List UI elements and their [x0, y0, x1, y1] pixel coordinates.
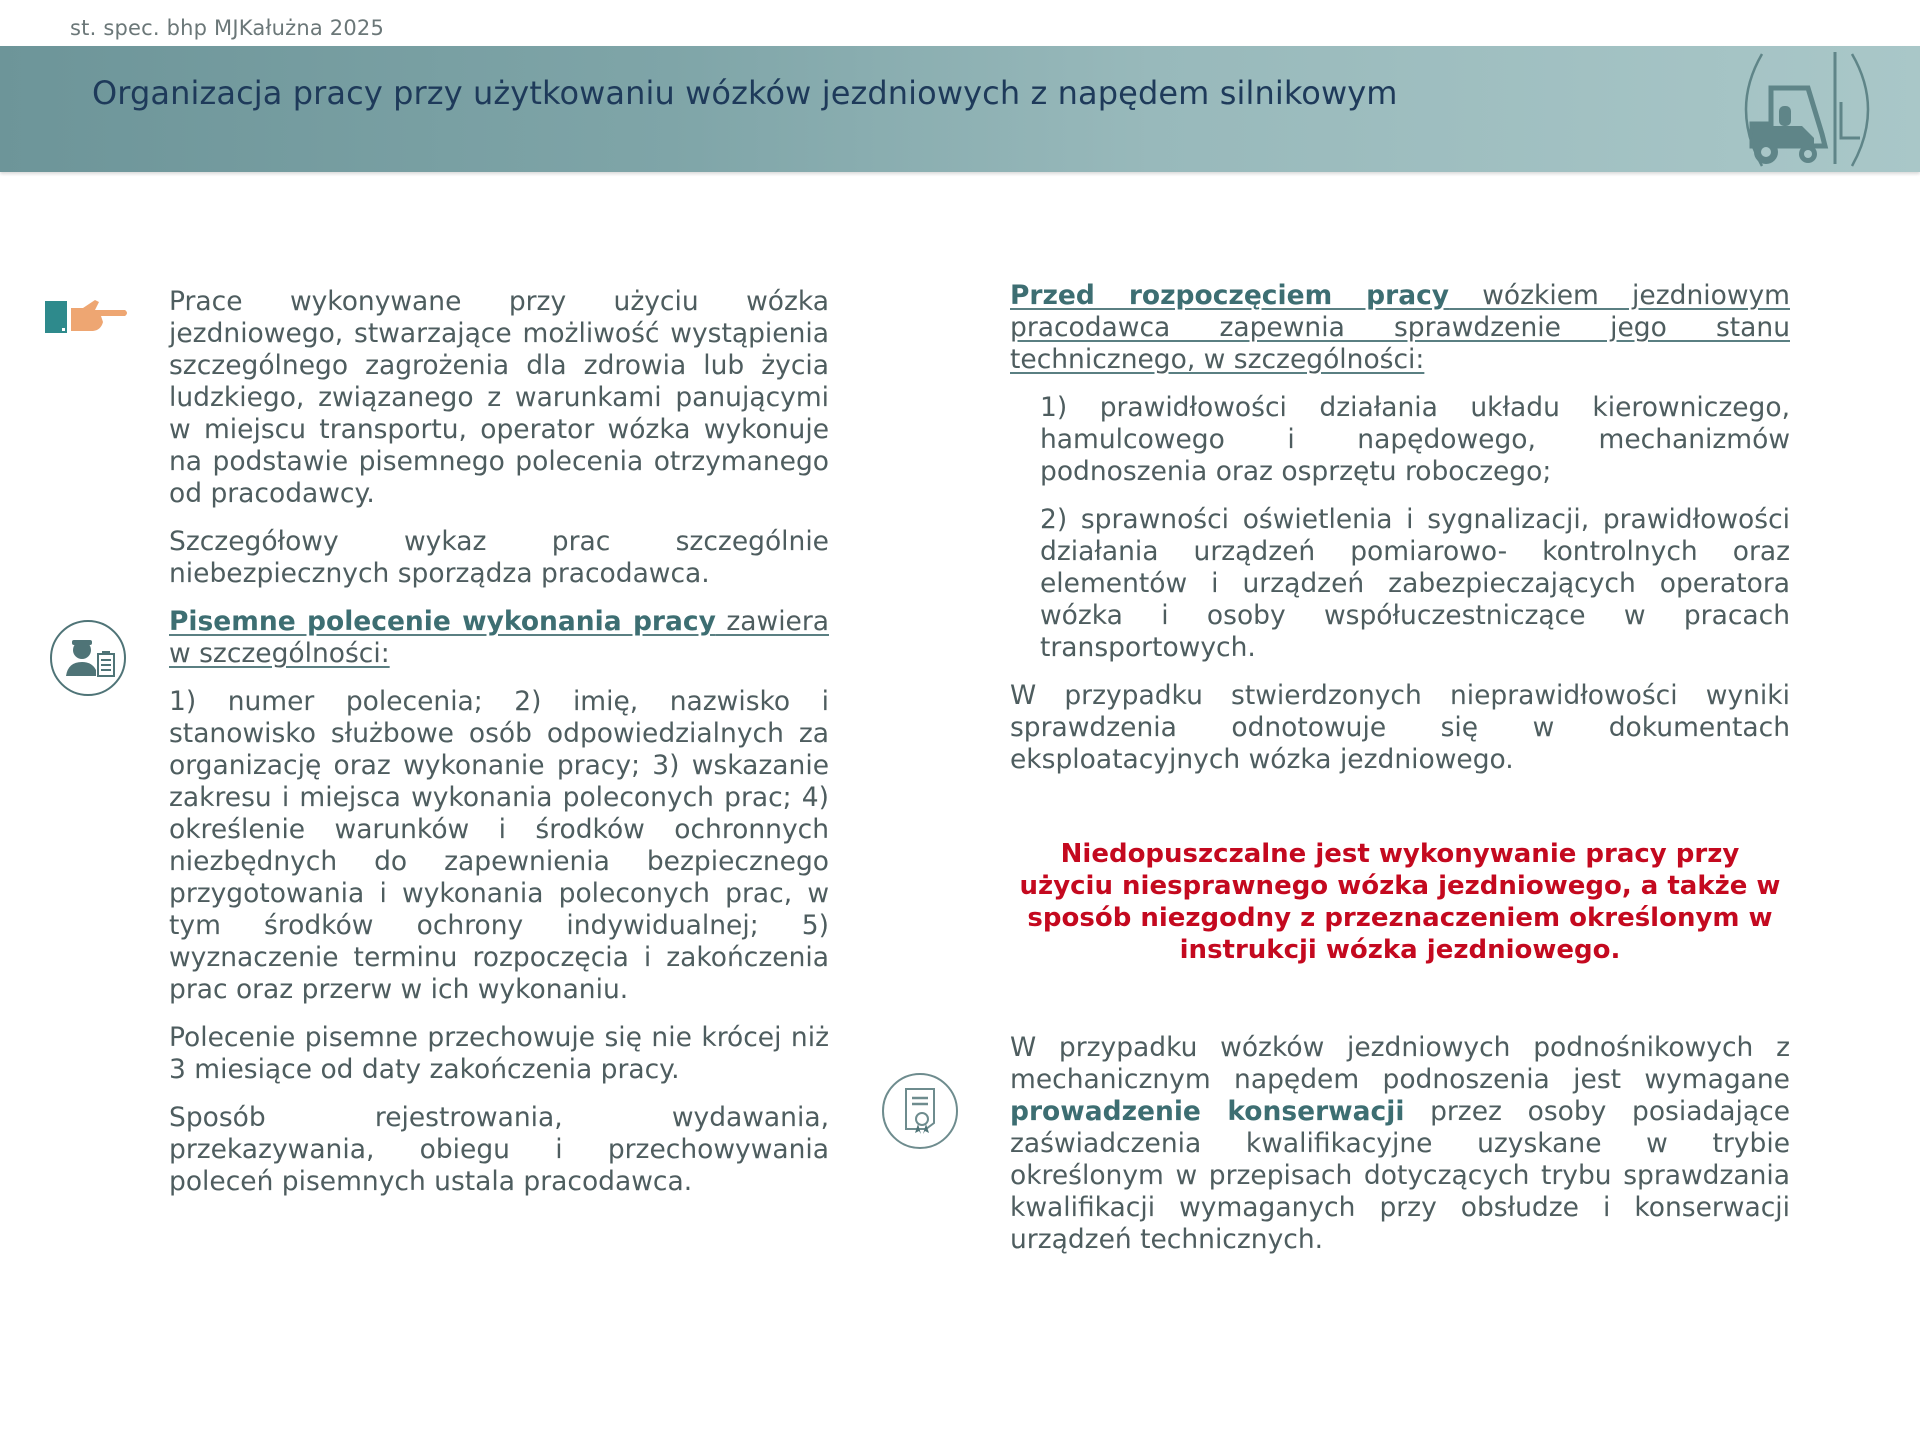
certificate-icon: [880, 1071, 960, 1151]
paragraph-dangerous-works-list: Szczegółowy wykaz prac szczególnie niebezpiecznych sporządza pracodawca.: [169, 526, 829, 589]
order-contents-bold: Pisemne polecenie wykonania pracy: [169, 606, 716, 637]
pointing-hand-icon: [43, 298, 128, 338]
pre-work-bold: Przed rozpoczęciem pracy: [1010, 280, 1450, 311]
paragraph-written-order-requirement: Prace wykonywane przy użyciu wózka jezdniowego, stwarzające możliwość wystąpienia szczególnego zagrożenia dla zdrowia lub życia ludzkiego, związanego z warunkami panującymi w miejscu transportu, operator wózka wykonuje na podstawie pisemnego polecenia otrzymanego od pracodawcy.: [169, 286, 829, 509]
author-note: st. spec. bhp MJKałużna 2025: [70, 16, 385, 40]
warning-text: Niedopuszczalne jest wykonywanie pracy przy użyciu niesprawnego wózka jezdniowego, a także w sposób niezgodny z przeznaczeniem określonym w instrukcji wózka jezdniowego.: [1019, 839, 1781, 965]
paragraph-order-handling: Sposób rejestrowania, wydawania, przekazywania, obiegu i przechowywania poleceń pisemnych ustala pracodawca.: [169, 1102, 829, 1197]
worker-clipboard-icon: [48, 618, 128, 698]
maintenance-bold: prowadzenie konserwacji: [1010, 1096, 1405, 1127]
maintenance-text-1: W przypadku wózków jezdniowych podnośnikowych z mechanicznym napędem podnoszenia jest wymagane: [1010, 1032, 1790, 1095]
pre-work-rest: wózkiem jezdniowym pracodawca zapewnia sprawdzenie jego stanu technicznego, w szczególności:: [1010, 280, 1790, 375]
right-column: [1010, 280, 1790, 792]
left-column: [169, 286, 829, 1214]
paragraph-findings: W przypadku stwierdzonych nieprawidłowości wyniki sprawdzenia odnotowuje się w dokumentach eksploatacyjnych wózka jezdniowego.: [1010, 680, 1790, 775]
order-contents-rest: zawiera w szczególności:: [169, 606, 829, 669]
page-title: Organizacja pracy przy użytkowaniu wózków jezdniowych z napędem silnikowym: [92, 74, 1398, 112]
check-item-2: 2) sprawności oświetlenia i sygnalizacji, prawidłowości działania urządzeń pomiarowo- kontrolnych oraz elementów i urządzeń zabezpieczających operatora wózka i osoby współuczestniczące w pracach transportowych.: [1040, 504, 1790, 663]
forklift-icon: [1722, 46, 1892, 172]
title-banner: [0, 46, 1920, 172]
check-item-1: 1) prawidłowości działania układu kierowniczego, hamulcowego i napędowego, mechanizmów podnoszenia oraz osprzętu roboczego;: [1040, 392, 1790, 487]
right-column-lower: [1010, 1032, 1790, 1272]
paragraph-order-contents-list: 1) numer polecenia; 2) imię, nazwisko i stanowisko służbowe osób odpowiedzialnych za organizację oraz wykonanie pracy; 3) wskazanie zakresu i miejsca wykonania poleconych prac; 4) określenie warunków i środków ochronnych niezbędnych do zapewnienia bezpiecznego przygotowania i wykonania poleconych prac, w tym środków ochrony indywidualnej; 5) wyznaczenie terminu rozpoczęcia i zakończenia prac oraz przerw w ich wykonaniu.: [169, 686, 829, 1005]
paragraph-pre-work-check-heading: [1010, 280, 1790, 376]
maintenance-text-2: przez osoby posiadające zaświadczenia kwalifikacyjne uzyskane w trybie określonym w przepisach dotyczących trybu sprawdzania kwalifikacji wymaganych przy obsłudze i konserwacji urządzeń technicznych.: [1010, 1096, 1790, 1255]
paragraph-maintenance: [1010, 1032, 1790, 1256]
paragraph-order-retention: Polecenie pisemne przechowuje się nie krócej niż 3 miesiące od daty zakończenia pracy.: [169, 1022, 829, 1085]
paragraph-order-contents-heading: [169, 606, 829, 670]
